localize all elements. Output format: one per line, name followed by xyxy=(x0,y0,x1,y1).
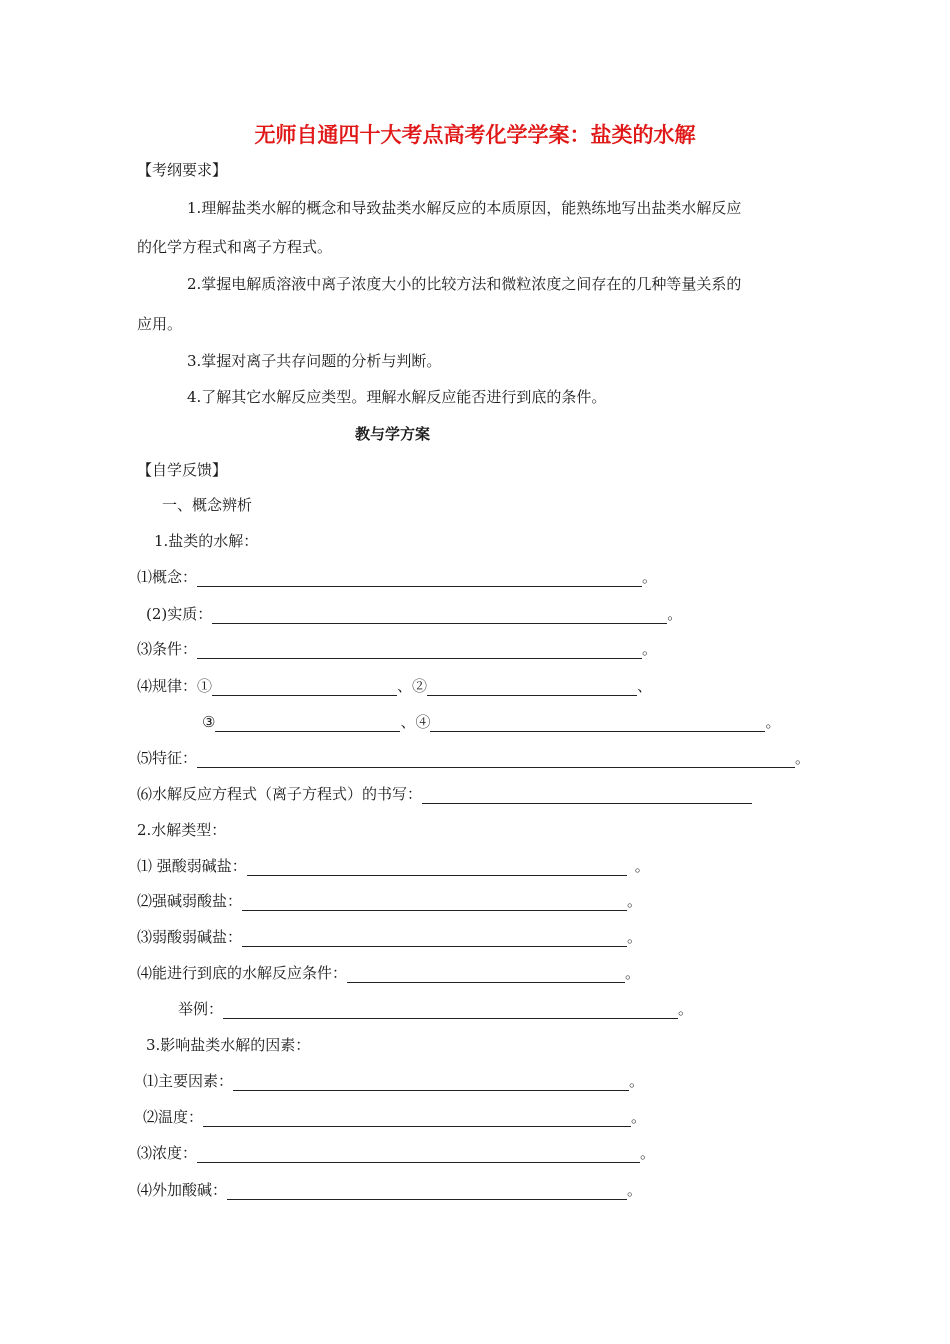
feedback-heading: 【自学反馈】 xyxy=(137,461,228,479)
essence-blank[interactable] xyxy=(212,605,667,624)
period-mark: 。 xyxy=(629,1072,645,1090)
factor-c-row xyxy=(137,1143,655,1163)
factor-c-blank[interactable] xyxy=(197,1144,640,1163)
rule-num-3: ③ xyxy=(202,713,216,731)
requirement-2-line-2: 应用。 xyxy=(137,315,183,333)
rule-blank-4[interactable] xyxy=(430,713,765,732)
equation-row xyxy=(137,784,752,804)
period-mark: 。 xyxy=(667,605,683,623)
period-mark: 。 xyxy=(627,1181,643,1199)
rule-sep-4: 、④ xyxy=(400,713,431,731)
requirements-heading: 【考纲要求】 xyxy=(137,161,228,179)
type-c-row xyxy=(137,927,642,947)
section-1-heading: 1.盐类的水解： xyxy=(154,532,259,550)
type-a-row xyxy=(137,856,650,876)
factor-a-blank[interactable] xyxy=(233,1072,629,1091)
requirement-1-line-2: 的化学方程式和离子方程式。 xyxy=(137,238,333,256)
comma-mark: 、 xyxy=(637,677,653,695)
feature-row xyxy=(137,748,810,768)
essence-row xyxy=(146,604,682,624)
period-mark: 。 xyxy=(627,928,643,946)
factor-a-label: ⑴主要因素： xyxy=(143,1072,234,1090)
section-2-heading: 2.水解类型： xyxy=(137,821,227,839)
type-c-blank[interactable] xyxy=(242,928,627,947)
factor-a-row xyxy=(143,1071,644,1091)
type-d-label: ⑷能进行到底的水解反应条件： xyxy=(137,964,348,982)
concept-blank[interactable] xyxy=(197,568,642,587)
factor-b-row xyxy=(143,1107,646,1127)
period-mark: 。 xyxy=(795,749,811,767)
type-d-blank[interactable] xyxy=(347,964,625,983)
period-mark: 。 xyxy=(625,964,641,982)
requirement-1-line-1: 1.理解盐类水解的概念和导致盐类水解反应的本质原因，能熟练地写出盐类水解反应 xyxy=(187,199,742,217)
condition-label: ⑶条件： xyxy=(137,640,198,658)
page-title: 无师自通四十大考点高考化学学案：盐类的水解 xyxy=(254,122,696,147)
period-mark: 。 xyxy=(678,1000,694,1018)
rule-blank-1[interactable] xyxy=(212,677,397,696)
period-mark: 。 xyxy=(765,713,781,731)
rule-blank-2[interactable] xyxy=(427,677,637,696)
requirement-4: 4.了解其它水解反应类型。理解水解反应能否进行到底的条件。 xyxy=(187,388,607,406)
example-blank[interactable] xyxy=(223,1000,678,1019)
factor-d-label: ⑷外加酸碱： xyxy=(137,1181,228,1199)
section-3-heading: 3.影响盐类水解的因素： xyxy=(146,1036,311,1054)
period-mark: 。 xyxy=(642,640,658,658)
condition-blank[interactable] xyxy=(197,640,642,659)
rule-row-1 xyxy=(137,676,652,696)
type-b-label: ⑵强碱弱酸盐： xyxy=(137,892,243,910)
type-d-row xyxy=(137,963,640,983)
period-mark: 。 xyxy=(642,568,658,586)
period-mark: 。 xyxy=(631,1108,647,1126)
feature-label: ⑸特征： xyxy=(137,749,198,767)
type-a-label: ⑴ 强酸弱碱盐： xyxy=(137,857,247,875)
condition-row xyxy=(137,639,657,659)
rule-sep-2: 、② xyxy=(397,677,428,695)
rule-row-2 xyxy=(202,712,780,732)
type-b-blank[interactable] xyxy=(242,892,627,911)
period-mark: 。 xyxy=(627,892,643,910)
concept-label: ⑴概念： xyxy=(137,568,198,586)
equation-blank[interactable] xyxy=(422,785,752,804)
feature-blank[interactable] xyxy=(197,749,795,768)
equation-label: ⑹水解反应方程式（离子方程式）的书写： xyxy=(137,785,423,803)
type-a-blank[interactable] xyxy=(247,857,627,876)
essence-label: (2)实质： xyxy=(146,605,213,623)
rule-blank-3[interactable] xyxy=(215,713,400,732)
period-mark: 。 xyxy=(634,857,650,875)
requirement-2-line-1: 2.掌握电解质溶液中离子浓度大小的比较方法和微粒浓度之间存在的几种等量关系的 xyxy=(187,275,742,293)
factor-c-label: ⑶浓度： xyxy=(137,1144,198,1162)
factor-d-blank[interactable] xyxy=(227,1181,627,1200)
factor-b-label: ⑵温度： xyxy=(143,1108,204,1126)
example-label: 举例： xyxy=(178,1000,224,1018)
rule-label: ⑷规律：① xyxy=(137,677,213,695)
plan-heading: 教与学方案 xyxy=(355,425,431,443)
period-mark: 。 xyxy=(640,1144,656,1162)
example-row xyxy=(178,999,693,1019)
concept-row xyxy=(137,567,657,587)
type-c-label: ⑶弱酸弱碱盐： xyxy=(137,928,243,946)
part-1-heading: 一、概念辨析 xyxy=(162,496,253,514)
factor-b-blank[interactable] xyxy=(203,1108,631,1127)
factor-d-row xyxy=(137,1180,642,1200)
type-b-row xyxy=(137,891,642,911)
requirement-3: 3.掌握对离子共存问题的分析与判断。 xyxy=(187,352,442,370)
